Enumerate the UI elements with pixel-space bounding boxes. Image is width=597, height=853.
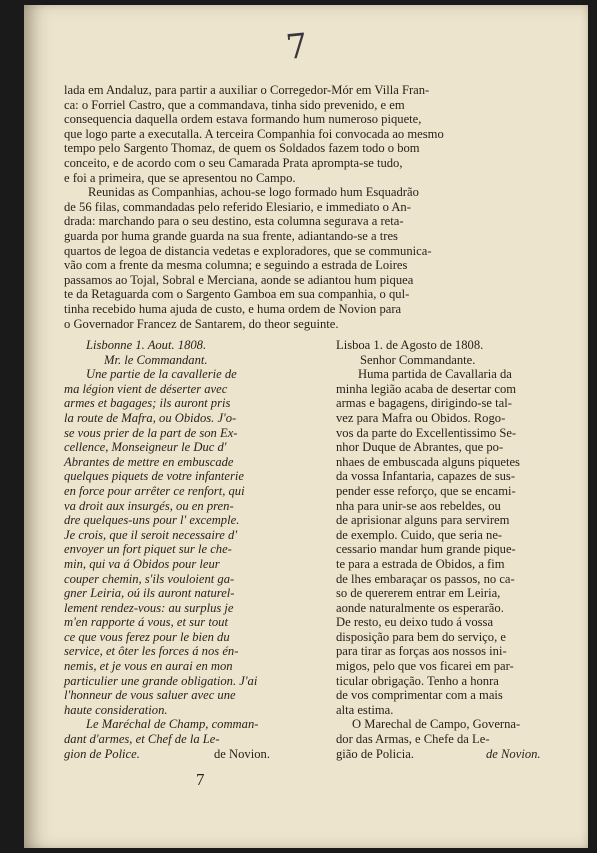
french-signature-title: gion de Police. — [64, 746, 140, 761]
text-line: de aprisionar alguns para servirem — [336, 513, 510, 528]
french-signature-name: de Novion. — [214, 746, 270, 761]
text-line: min, qui va á Obidos pour leur — [64, 556, 220, 571]
printed-page-number: 7 — [196, 770, 205, 789]
text-line: drada: marchando para o seu destino, esta columna segurava a reta- — [64, 214, 404, 229]
text-line: consequencia daquella ordem estava formando hum numeroso piquete, — [64, 112, 422, 127]
portuguese-signature-line — [336, 747, 552, 762]
text-line: te para a estrada de Obidos, a fim — [336, 556, 505, 571]
text-line: tinha recebido huma ajuda de custo, e huma ordem de Novion para — [64, 301, 402, 316]
portuguese-letter-column — [336, 338, 552, 761]
text-line: Huma partida de Cavallaria da — [358, 367, 512, 382]
text-line: cessario mandar hum grande pique- — [336, 542, 516, 557]
text-line: quartos de legoa de distancia vedetas e exploradores, que se communica- — [64, 243, 432, 258]
text-line: l'honneur de vous saluer avec une — [64, 688, 236, 703]
text-line: alta estima. — [336, 702, 394, 717]
text-line: nemis, et je vous en aurai en mon — [64, 659, 233, 674]
text-line: ma légion vient de déserter avec — [64, 381, 228, 396]
text-line: ca: o Forriel Castro, que a commandava, tinha sido prevenido, e em — [64, 97, 405, 112]
text-line: De resto, eu deixo tudo á vossa — [336, 615, 494, 630]
text-line: la route de Mafra, ou Obidos. J'o- — [64, 410, 237, 425]
text-line: migos, pelo que vos ficarei em par- — [336, 659, 514, 674]
portuguese-signature-line: dor das Armas, e Chefe da Le- — [336, 732, 490, 747]
text-line: va droit aux insurgés, ou en pren- — [64, 498, 234, 513]
text-line: ticular obrigação. Tenho a honra — [336, 673, 499, 688]
text-line: armas e bagagens, dirigindo-se tal- — [336, 396, 512, 411]
portuguese-signature-title: gião de Policia. — [336, 746, 414, 761]
text-line: nhaes de embuscada alguns piquetes — [336, 454, 520, 469]
document-page — [24, 5, 588, 848]
text-line: m'en rapporte á vous, et sur tout — [64, 615, 228, 630]
portuguese-signature-name: de Novion. — [486, 746, 541, 761]
text-line: vez para Mafra ou Obidos. Rogo- — [336, 410, 506, 425]
text-line: minha legião acaba de desertar com — [336, 381, 517, 396]
text-line: cellence, Monseigneur le Duc d' — [64, 440, 227, 455]
handwritten-page-number: 7 — [283, 25, 310, 69]
text-line: o Governador Francez de Santarem, do theor seguinte. — [64, 316, 339, 331]
portuguese-dateline: Lisboa 1. de Agosto de 1808. — [336, 338, 484, 352]
text-line: so de quererem entrar em Leiria, — [336, 586, 501, 601]
portuguese-signature-line: O Marechal de Campo, Governa- — [352, 717, 521, 732]
text-line: conceito, e de acordo com o seu Camarada Prata aprompta-se tudo, — [64, 155, 403, 170]
french-signature-line — [64, 747, 300, 762]
text-line: couper chemin, s'ils vouloient ga- — [64, 571, 235, 586]
text-line: disposição para bem do serviço, e — [336, 629, 506, 644]
text-line: vão com a frente da mesma columna; e seguindo a estrada de Loires — [64, 258, 408, 273]
text-line: passamos ao Tojal, Sobral e Merciana, aonde se adiantou hum piquea — [64, 272, 414, 287]
narrative-paragraphs — [64, 83, 550, 331]
french-signature-line: dant d'armes, et Chef de la Le- — [64, 732, 220, 747]
text-line: envoyer un fort piquet sur le che- — [64, 542, 232, 557]
text-line: gner Leiria, oú ils auront naturel- — [64, 586, 235, 601]
text-line: Je crois, que il seroit necessaire d' — [64, 527, 238, 542]
text-line: guarda por huma grande guarda na sua frente, adiantando-se a tres — [64, 228, 398, 243]
french-signature-line: Le Maréchal de Champ, comman- — [86, 717, 259, 732]
text-line: Une partie de la cavallerie de — [86, 367, 237, 382]
text-line: de vos comprimentar com a mais — [336, 688, 503, 703]
text-line: haute consideration. — [64, 702, 168, 717]
text-line: service, et ôter les forces á nos én- — [64, 644, 239, 659]
text-line: de exemplo. Cuido, que seria ne- — [336, 527, 503, 542]
text-line: tempo pelo Sargento Thomaz, de quem os Soldados fazem todo o bom — [64, 141, 420, 156]
text-line: de lhes embaraçar os passos, no ca- — [336, 571, 515, 586]
text-line: dre quelques-uns pour l' excemple. — [64, 513, 240, 528]
text-line: para tirar as forças aos nossos ini- — [336, 644, 507, 659]
french-dateline: Lisbonne 1. Aout. 1808. — [86, 338, 207, 352]
text-line: lada em Andaluz, para partir a auxiliar o Corregedor-Mór em Villa Fran- — [64, 83, 430, 97]
portuguese-salutation: Senhor Commandante. — [360, 352, 476, 367]
text-line: de 56 filas, commandadas pelo referido Elesiario, e immediato o An- — [64, 199, 411, 214]
text-line: quelques piquets de votre infanterie — [64, 469, 245, 484]
text-line: lement rendez-vous: au surplus je — [64, 600, 234, 615]
two-column-letter — [64, 338, 550, 798]
text-line: te da Retaguarda com o Sargento Gamboa em sua companhia, o qul- — [64, 287, 410, 302]
text-line: armes et bagages; ils auront pris — [64, 396, 231, 411]
french-letter-column — [64, 338, 300, 761]
text-line: que logo parte a executalla. A terceira Companhia foi convocada ao mesmo — [64, 126, 444, 141]
text-line: Abrantes de mettre en embuscade — [64, 454, 234, 469]
text-line: ce que vous ferez pour le bien du — [64, 629, 230, 644]
text-line: da vossa Infantaria, capazes de sus- — [336, 469, 516, 484]
text-line: en force pour arrêter ce renfort, qui — [64, 483, 245, 498]
text-line: se vous prier de la part de son Ex- — [64, 425, 238, 440]
text-line: nha para unir-se aos rebeldes, ou — [336, 498, 501, 513]
text-line: nhor Duque de Abrantes, que po- — [336, 440, 504, 455]
text-line: vos da parte do Excellentissimo Se- — [336, 425, 517, 440]
text-line: particulier une grande obligation. J'ai — [64, 673, 258, 688]
text-line: aonde naturalmente os esperarão. — [336, 600, 504, 615]
french-salutation: Mr. le Commandant. — [104, 352, 208, 367]
text-line: pender esse reforço, que se encami- — [336, 483, 516, 498]
text-line: Reunidas as Companhias, achou-se logo formado hum Esquadrão — [88, 185, 419, 200]
text-line: e foi a primeira, que se apresentou no Campo. — [64, 170, 296, 185]
